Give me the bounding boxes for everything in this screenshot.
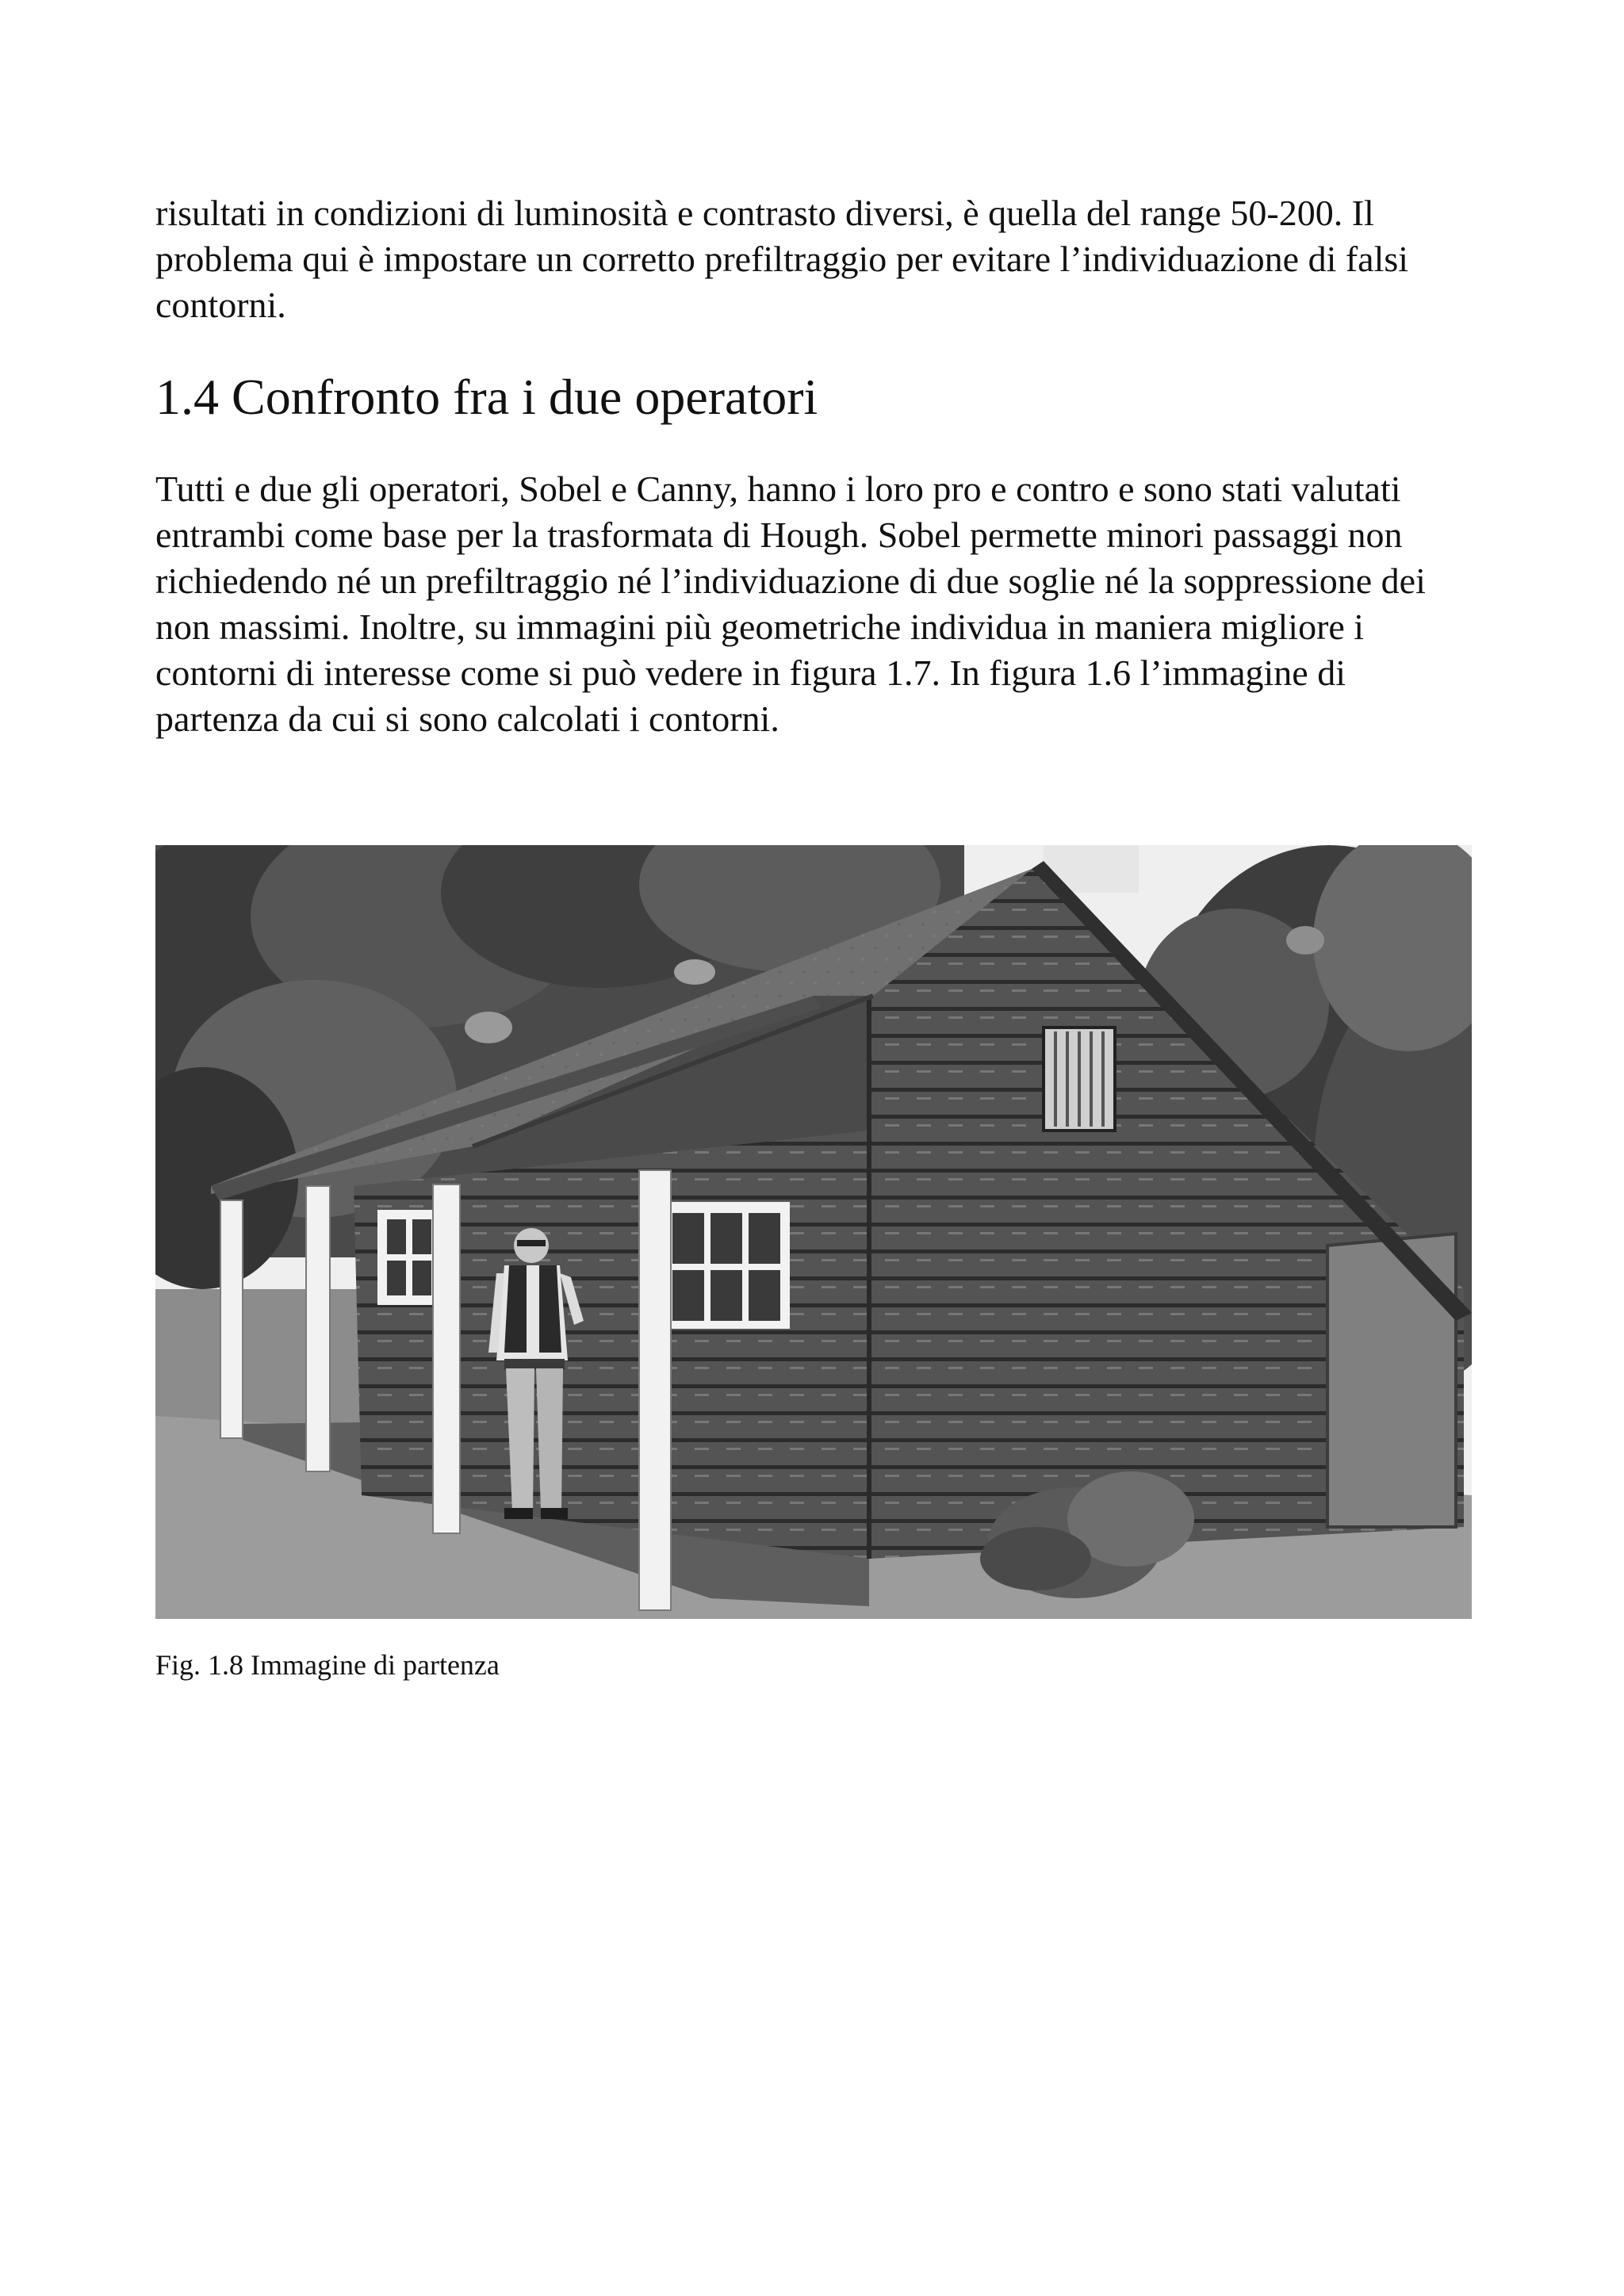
window (377, 1210, 441, 1305)
figure-caption: Fig. 1.8 Immagine di partenza (155, 1649, 500, 1681)
porch-post (220, 1200, 243, 1438)
body-paragraph: Tutti e due gli operatori, Sobel e Canny, hanno i loro pro e contro e sono stati valutati entrambi come base per la trasformata di Hough. Sobel permette minori passaggi non richiedendo né un prefiltraggio né l’individuazione di due soglie né la soppressione dei non massimi. Inoltre, su immagini più geometriche individua in maniera migliore i contorni di interesse come si può vedere in figura 1.7. In figura 1.6 l’immagine di partenza da cui si sono calcolati i contorni. (155, 469, 1426, 739)
porch-post (433, 1184, 460, 1533)
vent (1044, 1027, 1115, 1131)
body-paragraph: risultati in condizioni di luminosità e contrasto diversi, è quella del range 50-200. Il problema qui è impostare un corretto prefiltraggio per evitare l’individuazione di falsi contorni. (155, 193, 1409, 325)
porch-post (639, 1170, 671, 1610)
porch-post (306, 1186, 330, 1471)
figure-photo (155, 845, 1472, 1619)
front-wall (354, 1131, 869, 1559)
house-photo (155, 845, 1472, 1619)
window (663, 1202, 790, 1329)
section-heading: 1.4 Confronto fra i due operatori (155, 369, 818, 425)
